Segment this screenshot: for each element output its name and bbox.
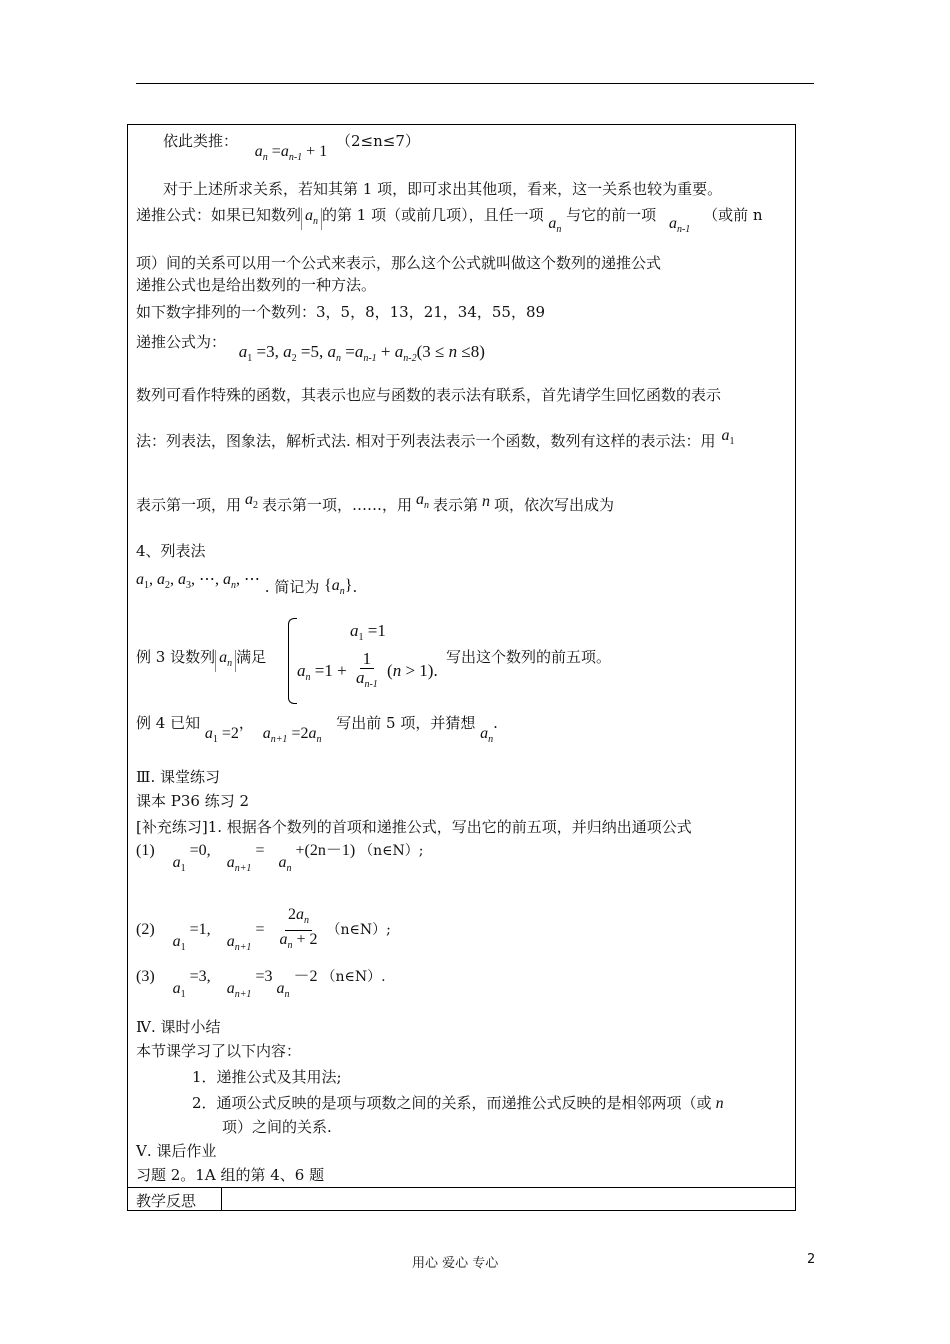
relation-paragraph: 对于上述所求关系，若知其第 1 项，即可求出其他项，看来，这一关系也较为重要。 [163, 180, 723, 198]
supplementary-exercise: [补充练习]1. 根据各个数列的首项和递推公式，写出它的前五项，并归纳出通项公式 [136, 818, 692, 836]
summary-intro: 本节课学习了以下内容： [136, 1042, 302, 1060]
summary-item-2-cont: 项）之间的关系. [222, 1118, 332, 1136]
section-homework: Ⅴ. 课后作业 [136, 1142, 217, 1160]
system-eq-2: $a_n =1$ + $\frac{1}{a_{n-1}}$ (n > 1). [297, 649, 438, 690]
homework-text: 习题 2。1A 组的第 4、6 题 [136, 1166, 325, 1184]
sequence-example: 如下数字排列的一个数列：3，5，8，13，21，34，55，89 [136, 303, 546, 321]
table-column-divider [221, 1187, 222, 1211]
definition-line: 递推公式：如果已知数列 $a_n$ 的第 1 项（或前几项），且任一项 $a_n$ 与它的前一项 $a_{n-1}$ （或前 n [136, 206, 763, 235]
analogy-line: 依此类推： $a_n =a_{n-1} + 1$ （2≤n≤7） [163, 132, 420, 163]
function-line-1: 数列可看作特殊的函数，其表示也应与函数的表示法有联系，首先请学生回忆函数的表示 [136, 386, 722, 404]
exercise-3: (3) $a_1 =3$, $a_{n+1} =3$ $a_n -2$ （n∈N）. [136, 968, 386, 1000]
definition-line-3: 递推公式也是给出数列的一种方法。 [136, 276, 377, 294]
recursion-line: 递推公式为： $a_1 =3$, $a_2 =5$, $a_n =a_{n-1} + a_{n-2}(3 \le n \le 8)$ [136, 333, 485, 364]
definition-line-2: 项）间的关系可以用一个公式来表示，那么这个公式就叫做这个数列的递推公式 [136, 254, 662, 272]
table-row-divider [127, 1187, 796, 1188]
list-representation: $a_1$, $a_2$, $a_3$, ⋯, $a_n$, ⋯ . 简记为 $\{a_n\}$. [136, 571, 358, 597]
example-4: 例 4 已知 $a_1 =2$， $a_{n+1} =2a_n$ 写出前 5 项，并猜想 $a_n$. [136, 714, 498, 745]
footer-motto: 用心 爱心 专心 [412, 1256, 499, 1271]
system-brace [288, 618, 297, 704]
page-number: 2 [807, 1252, 816, 1267]
textbook-exercise: 课本 P36 练习 2 [136, 792, 250, 810]
section-summary: Ⅳ. 课时小结 [136, 1018, 221, 1036]
representation-line: 表示第一项，用 $a_2$ 表示第一项，……，用 $a_n$ 表示第 n 项，依次写出成为 [136, 491, 615, 514]
exercise-1: (1) $a_1 =0$, $a_{n+1} = a_n +(2n-1)$ （n∈N）; [136, 842, 424, 874]
exercise-2: (2) $a_1 =1$, $a_{n+1}$ = $\frac{2a_n}{a_n + 2}$ （n∈N）; [136, 906, 391, 954]
header-rule [136, 83, 814, 84]
summary-item-2: 2．通项公式反映的是项与项数之间的关系，而递推公式反映的是相邻两项（或 n [192, 1094, 724, 1112]
section-list-method: 4、列表法 [136, 542, 206, 560]
system-eq-1: $a_1 =1$ [350, 621, 386, 643]
summary-item-1: 1．递推公式及其用法; [192, 1068, 342, 1086]
example-3-task: 写出这个数列的前五项。 [446, 648, 612, 666]
section-classroom-practice: Ⅲ. 课堂练习 [136, 768, 221, 786]
example-3: 例 3 设数列 $a_n$ 满足 [136, 648, 266, 672]
function-line-2: 法：列表法，图象法，解析式法. 相对于列表法表示一个函数，数列有这样的表示法：用 $a_1$ [136, 427, 735, 450]
reflection-label: 教学反思 [136, 1192, 197, 1210]
